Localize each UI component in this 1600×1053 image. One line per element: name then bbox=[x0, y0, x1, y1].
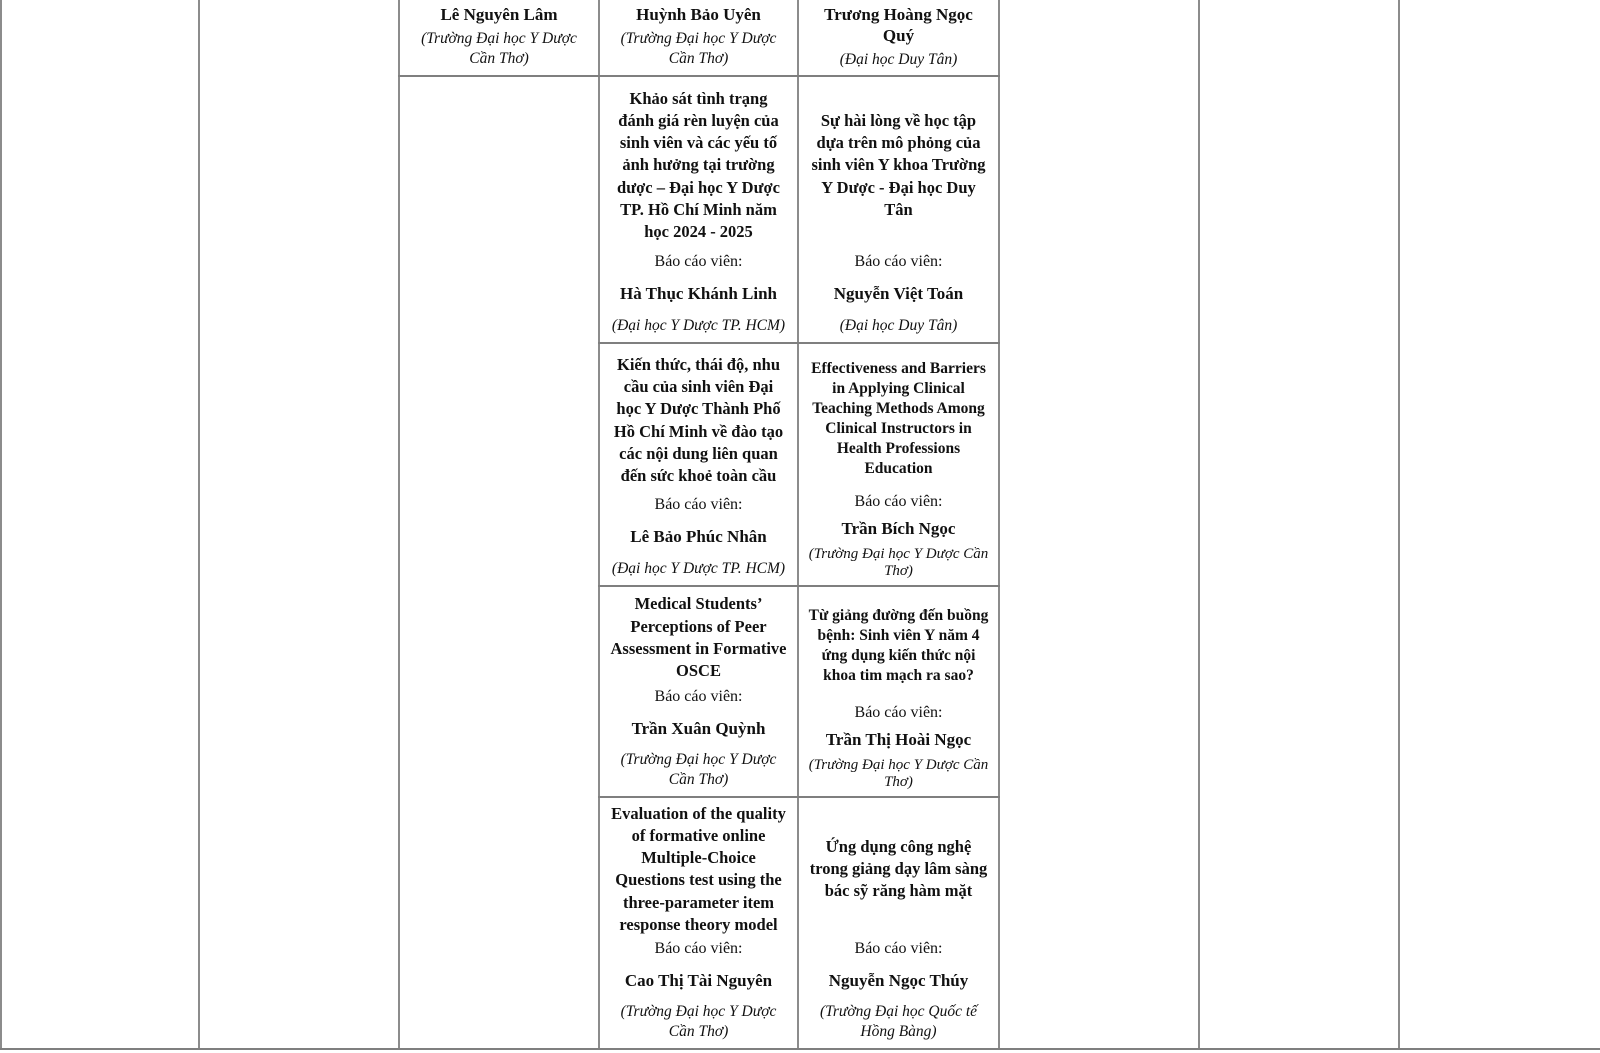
presenter-affiliation: (Đại học Y Dược TP. HCM) bbox=[611, 559, 786, 577]
presenter-name: Hà Thục Khánh Linh bbox=[619, 284, 778, 304]
column-divider bbox=[398, 0, 400, 1050]
chair-cell bbox=[600, 0, 797, 75]
presenter-label: Báo cáo viên: bbox=[854, 253, 943, 271]
presenter-label: Báo cáo viên: bbox=[854, 492, 943, 510]
presenter-affiliation: (Đại học Y Dược TP. HCM) bbox=[611, 316, 786, 334]
presenter-name: Lê Bảo Phúc Nhân bbox=[630, 527, 767, 547]
presenter-name: Cao Thị Tài Nguyên bbox=[624, 970, 773, 990]
presenter-label: Báo cáo viên: bbox=[654, 687, 743, 705]
session-title: Medical Students’ Perceptions of Peer Assessment in Formative OSCE bbox=[610, 594, 787, 681]
chair-name: Trương Hoàng Ngọc Quý bbox=[824, 5, 973, 46]
session-cell bbox=[799, 587, 998, 796]
session-title: Khảo sát tình trạng đánh giá rèn luyện của sinh viên và các yếu tố ảnh hưởng tại trường dược – Đại học Y Dược TP. Hồ Chí Minh năm học 2024 - 2025 bbox=[617, 88, 780, 242]
presenter-affiliation: (Đại học Duy Tân) bbox=[839, 316, 958, 334]
session-cell bbox=[799, 798, 998, 1048]
presenter-affiliation: (Trường Đại học Y Dược Cần Thơ) bbox=[620, 1003, 777, 1040]
session-cell bbox=[600, 587, 797, 796]
presenter-label: Báo cáo viên: bbox=[654, 496, 743, 514]
session-cell bbox=[799, 77, 998, 342]
column-divider bbox=[1198, 0, 1200, 1050]
table-bottom-border bbox=[0, 1048, 1600, 1050]
presenter-affiliation: (Trường Đại học Y Dược Cần Thơ) bbox=[808, 545, 989, 579]
column-divider bbox=[998, 0, 1000, 1050]
presenter-label: Báo cáo viên: bbox=[854, 939, 943, 957]
column-divider bbox=[1398, 0, 1400, 1050]
session-cell bbox=[600, 798, 797, 1048]
session-title: Kiến thức, thái độ, nhu cầu của sinh viên Đại học Y Dược Thành Phố Hồ Chí Minh về đào tạo các nội dung liên quan đến sức khoẻ toàn cầu bbox=[613, 354, 784, 486]
column-divider bbox=[198, 0, 200, 1050]
chair-cell bbox=[400, 0, 598, 75]
session-cell bbox=[600, 344, 797, 585]
chair-affiliation: (Trường Đại học Y Dược Cần Thơ) bbox=[421, 29, 577, 68]
presenter-name: Trần Thị Hoài Ngọc bbox=[825, 730, 972, 750]
column-divider bbox=[0, 0, 2, 1050]
presenter-name: Nguyễn Việt Toán bbox=[833, 284, 964, 304]
session-cell bbox=[799, 344, 998, 585]
chair-affiliation: (Đại học Duy Tân) bbox=[839, 50, 958, 68]
session-title: Ứng dụng công nghệ trong giảng dạy lâm sàng bác sỹ răng hàm mặt bbox=[809, 836, 988, 901]
session-title: Từ giảng đường đến buồng bệnh: Sinh viên Y năm 4 ứng dụng kiến thức nội khoa tim mạch ra sao? bbox=[808, 606, 989, 685]
chair-affiliation: (Trường Đại học Y Dược Cần Thơ) bbox=[620, 29, 777, 68]
chair-cell bbox=[799, 0, 998, 75]
presenter-label: Báo cáo viên: bbox=[654, 253, 743, 271]
presenter-affiliation: (Trường Đại học Y Dược Cần Thơ) bbox=[620, 751, 777, 788]
presenter-name: Trần Bích Ngọc bbox=[841, 519, 956, 539]
chair-name: Huỳnh Bảo Uyên bbox=[636, 5, 761, 24]
presenter-label: Báo cáo viên: bbox=[854, 703, 943, 721]
session-title: Sự hài lòng về học tập dựa trên mô phỏng của sinh viên Y khoa Trường Y Dược - Đại học Duy Tân bbox=[811, 110, 986, 219]
chair-name: Lê Nguyên Lâm bbox=[440, 5, 558, 24]
presenter-label: Báo cáo viên: bbox=[654, 939, 743, 957]
session-title: Evaluation of the quality of formative online Multiple-Choice Questions test using the three-parameter item response theory model bbox=[611, 803, 786, 934]
session-cell bbox=[600, 77, 797, 342]
presenter-name: Trần Xuân Quỳnh bbox=[631, 718, 766, 738]
session-title: Effectiveness and Barriers in Applying Clinical Teaching Methods Among Clinical Instructors in Health Professions Education bbox=[811, 359, 986, 478]
presenter-affiliation: (Trường Đại học Y Dược Cần Thơ) bbox=[808, 756, 989, 790]
presenter-name: Nguyễn Ngọc Thúy bbox=[828, 970, 969, 990]
presenter-affiliation: (Trường Đại học Quốc tế Hồng Bàng) bbox=[819, 1003, 978, 1040]
